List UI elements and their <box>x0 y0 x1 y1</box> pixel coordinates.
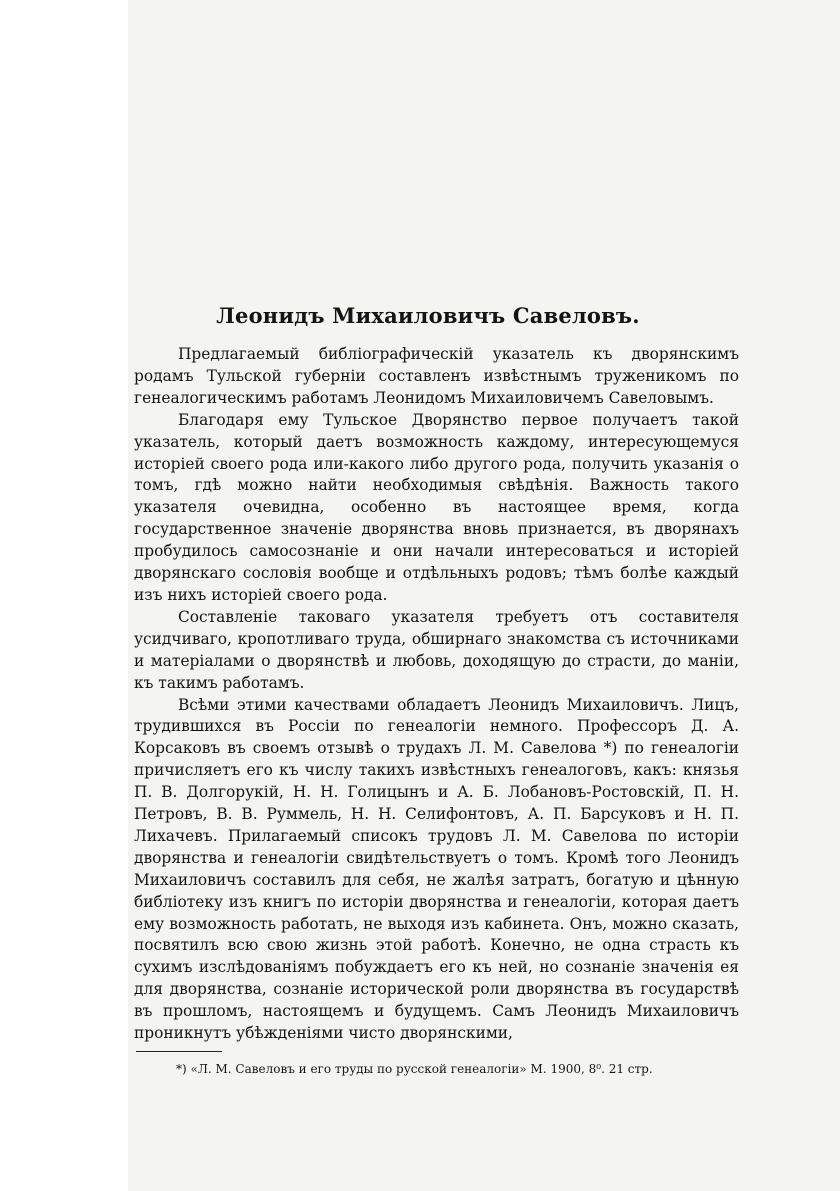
page-title: Леонидъ Михаиловичъ Савеловъ. <box>216 303 640 328</box>
footnote: *) «Л. М. Савеловъ и его труды по русской генеалогіи» М. 1900, 8⁰. 21 стр. <box>176 1062 653 1076</box>
main-text <box>134 344 739 1045</box>
paragraph-4: Всѣми этими качествами обладаетъ Леонидъ Михаиловичъ. Лицъ, трудившихся въ Россіи по генеалогіи немного. Профессоръ Д. А. Корсаковъ въ своемъ отзывѣ о трудахъ Л. М. Савелова *) по генеалогіи причисляетъ его къ числу такихъ извѣстныхъ генеалоговъ, какъ: князья П. В. Долгорукій, Н. Н. Голицынъ и А. Б. Лобановъ-Ростовскій, П. Н. Петровъ, В. В. Руммель, Н. Н. Селифонтовъ, А. П. Барсуковъ и Н. П. Лихачевъ. Прилагаемый списокъ трудовъ Л. М. Савелова по исторіи дворянства и генеалогіи свидѣтельствуетъ о томъ. Кромѣ того Леонидъ Михаиловичъ составилъ для себя, не жалѣя затратъ, богатую и цѣнную библіотеку изъ книгъ по исторіи дворянства и генеалогіи, которая даетъ ему возможность работать, не выходя изъ кабинета. Онъ, можно сказать, посвятилъ всю свою жизнь этой работѣ. Конечно, не одна страсть къ сухимъ изслѣдованіямъ побуждаетъ его къ ней, но сознаніе значенія ея для дворянства, сознаніе исторической роли дворянства въ государствѣ въ прошломъ, настоящемъ и будущемъ. Самъ Леонидъ Михаиловичъ проникнутъ убѣжденіями чисто дворянскими, <box>134 695 739 1043</box>
paragraph-1: Предлагаемый библіографическій указатель къ дворянскимъ родамъ Тульской губерніи составленъ извѣстнымъ труженикомъ по генеалогическимъ работамъ Леонидомъ Михаиловичемъ Савеловымъ. <box>134 345 739 407</box>
paragraph-2: Благодаря ему Тульское Дворянство первое получаетъ такой указатель, который даетъ возможность каждому, интересующемуся исторіей своего рода или-какого либо другого рода, получить указанія о томъ, гдѣ можно найти необходимыя свѣдѣнія. Важность такого указателя очевидна, особенно въ настоящее время, когда государственное значеніе дворянства вновь признается, въ дворянахъ пробудилось самосознаніе и они начали интересоваться и исторіей дворянскаго сословія вообще и отдѣльныхъ родовъ; тѣмъ болѣе каждый изъ нихъ исторіей своего рода. <box>134 410 739 604</box>
footnote-divider <box>136 1051 222 1052</box>
paragraph-3: Составленіе таковаго указателя требуетъ отъ составителя усидчиваго, кропотливаго труда, обширнаго знакомства съ источниками и матеріалами о дворянствѣ и любовь, доходящую до страсти, до маніи, къ такимъ работамъ. <box>134 607 739 692</box>
